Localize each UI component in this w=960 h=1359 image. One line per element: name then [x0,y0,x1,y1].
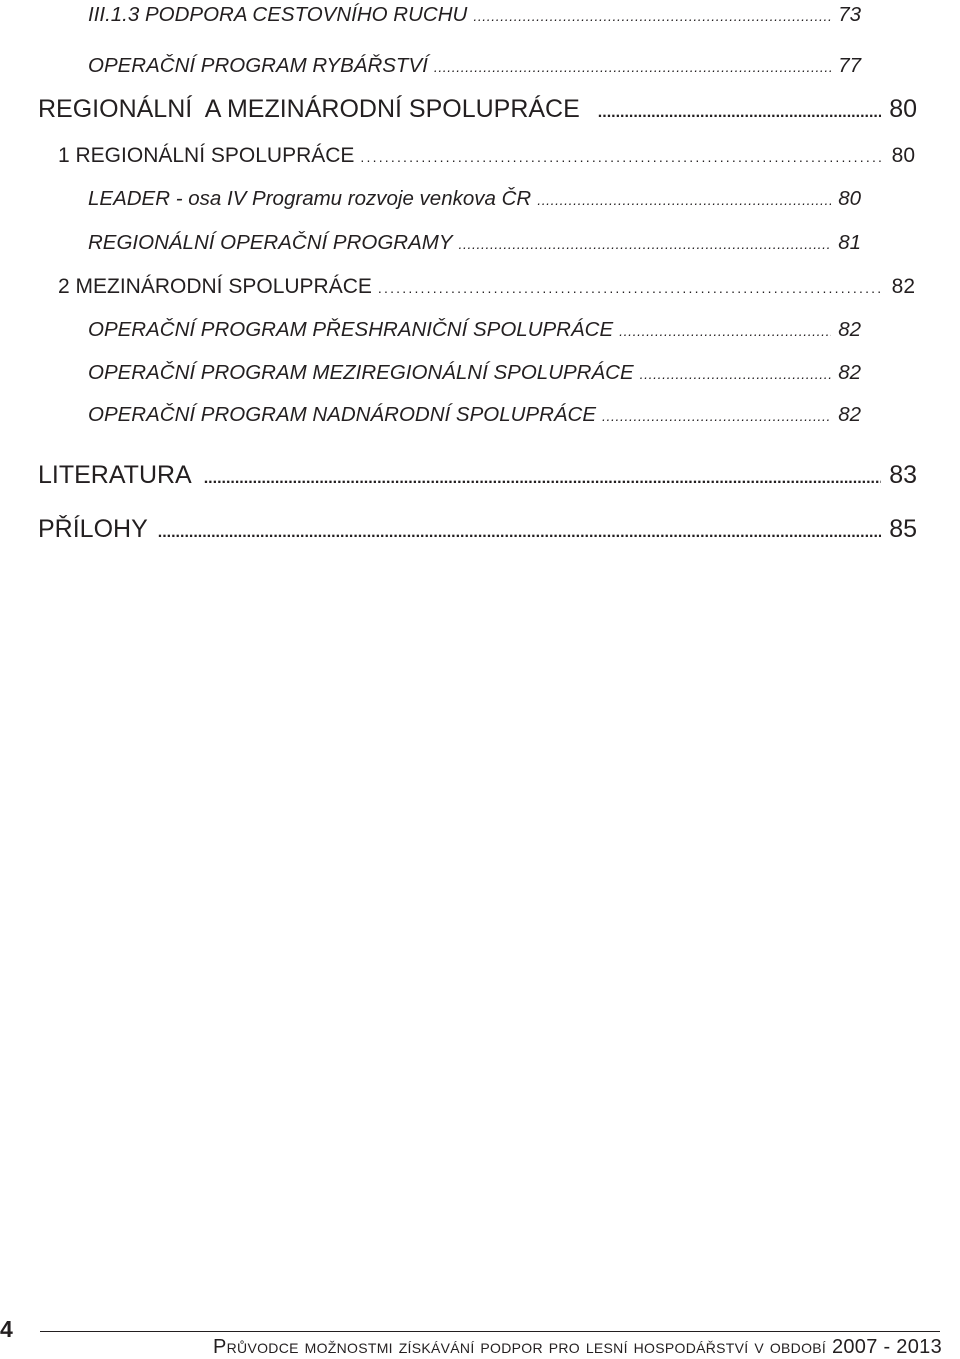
toc-entry-page: 77 [838,54,861,77]
toc-entry-page: 85 [889,515,917,543]
dot-leader [602,408,831,424]
toc-entry-page: 83 [889,461,917,489]
dot-leader [459,236,831,252]
dot-leader [360,149,881,165]
dot-leader [619,323,831,339]
toc-entry-page: 82 [838,318,861,341]
toc-entry [88,54,861,78]
toc-entry-page: 81 [838,231,861,254]
dot-leader [598,104,881,122]
toc-entry [88,3,861,27]
toc-entry [88,187,861,211]
toc-entry-title: REGIONÁLNÍ OPERAČNÍ PROGRAMY [88,231,453,254]
dot-leader [378,280,881,296]
dot-leader [158,524,881,542]
toc-entry-title: OPERAČNÍ PROGRAM MEZIREGIONÁLNÍ SPOLUPRÁCE [88,361,634,384]
toc-entry-title: OPERAČNÍ PROGRAM RYBÁŘSTVÍ [88,54,428,77]
toc-entry-title: LITERATURA [38,461,192,489]
toc-entry-title: REGIONÁLNÍ A MEZINÁRODNÍ SPOLUPRÁCE [38,95,580,123]
toc-entry-title: 2 MEZINÁRODNÍ SPOLUPRÁCE [58,275,372,298]
running-footer-title: Průvodce možnostmi získávání podpor pro lesní hospodářství v období 2007 - 2013 [213,1336,942,1358]
toc-entry-page: 80 [891,144,915,167]
toc-entry-page: 80 [838,187,861,210]
toc-entry [58,275,915,299]
toc-entry [58,144,915,168]
toc-entry [88,231,861,255]
toc-entry-page: 82 [838,361,861,384]
toc-entry-title: PŘÍLOHY [38,515,148,543]
toc-entry-page: 82 [838,403,861,426]
toc-entry-title: 1 REGIONÁLNÍ SPOLUPRÁCE [58,144,355,167]
toc-entry [38,461,917,490]
toc-entry-title: OPERAČNÍ PROGRAM NADNÁRODNÍ SPOLUPRÁCE [88,403,597,426]
toc-entry [38,95,917,124]
toc-entry [88,403,861,427]
toc-entry-title: OPERAČNÍ PROGRAM PŘESHRANIČNÍ SPOLUPRÁCE [88,318,614,341]
dot-leader [434,59,831,75]
dot-leader [204,470,881,488]
toc-entry [88,361,861,385]
toc-entry-title: LEADER - osa IV Programu rozvoje venkova ČR [88,187,532,210]
toc-entry [88,318,861,342]
footer-rule [40,1331,940,1332]
toc-entry [38,515,917,544]
dot-leader [537,192,831,208]
page-number: 4 [0,1316,13,1342]
dot-leader [473,8,831,24]
dot-leader [640,366,831,382]
toc-entry-page: 73 [838,3,861,26]
toc-entry-page: 80 [889,95,917,123]
toc-entry-page: 82 [891,275,915,298]
toc-entry-title: III.1.3 PODPORA CESTOVNÍHO RUCHU [88,3,468,26]
